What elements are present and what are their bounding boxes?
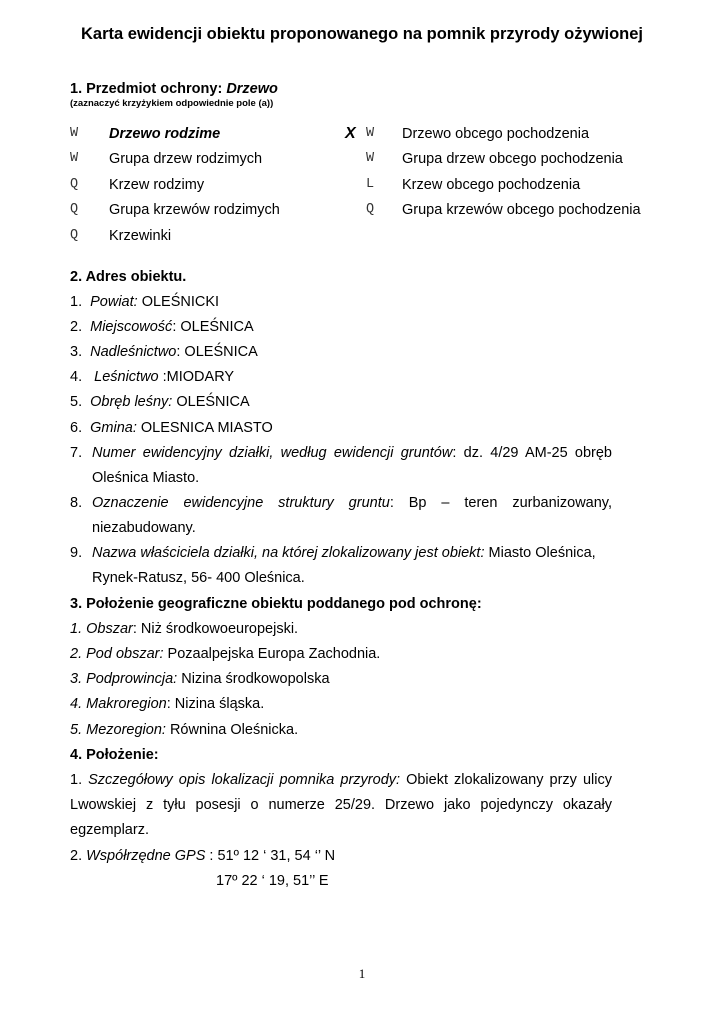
option-label: Grupa krzewów rodzimych: [109, 202, 280, 218]
section4-heading: 4. Położenie:: [70, 747, 159, 763]
item-label: 4. Makroregion: [70, 696, 167, 712]
item-label: Numer ewidencyjny działki, według ewidencji gruntów: [92, 445, 453, 461]
item-label: Współrzędne GPS: [86, 848, 206, 864]
option-marker[interactable]: W: [70, 126, 79, 141]
item-continuation: Rynek-Ratusz, 56- 400 Oleśnica.: [92, 570, 305, 586]
location-desc-line1: [70, 772, 612, 788]
item-label: Nadleśnictwo: [90, 344, 177, 360]
option-marker[interactable]: W: [366, 151, 375, 166]
item-label: Gmina:: [90, 420, 137, 436]
option-marker[interactable]: Q: [70, 177, 79, 192]
address-item: [70, 344, 258, 360]
item-number: 7.: [70, 445, 83, 461]
item-value: :MIODARY: [158, 369, 235, 385]
item-value: OLEŚNICA: [172, 394, 250, 410]
item-value: : dz. 4/29 AM-25 obręb: [452, 445, 613, 461]
item-value: OLESNICA MIASTO: [136, 420, 273, 436]
option-marker[interactable]: L: [366, 177, 375, 192]
item-number: 9.: [70, 545, 83, 561]
section1-heading: [70, 81, 278, 97]
page-number: 1: [358, 966, 366, 981]
location-desc-line3: egzemplarz.: [70, 822, 149, 838]
item-label: 2. Pod obszar:: [70, 646, 164, 662]
option-marker[interactable]: Q: [70, 202, 79, 217]
section3-heading: 3. Położenie geograficzne obiektu poddanego pod ochronę:: [70, 596, 482, 612]
option-label: Grupa krzewów obcego pochodzenia: [402, 202, 641, 218]
item-label: 1. Obszar: [70, 621, 133, 637]
item-number: 2.: [70, 319, 83, 335]
geo-item: [70, 621, 298, 637]
address-item: [70, 420, 273, 436]
option-label: Drzewo obcego pochodzenia: [402, 126, 590, 142]
gps-latitude: : 51º 12 ‘ 31, 54 ‘’ N: [205, 848, 336, 864]
item-continuation: Oleśnica Miasto.: [92, 470, 200, 486]
gps-coordinates: [70, 848, 335, 864]
option-label-drzewo-rodzime: Drzewo rodzime: [109, 126, 221, 142]
item-continuation: niezabudowany.: [92, 520, 196, 536]
item-number: 5.: [70, 394, 83, 410]
item-label: Powiat:: [90, 294, 138, 310]
item-number: 3.: [70, 344, 83, 360]
item-value: OLEŚNICKI: [137, 294, 220, 310]
item-number: 6.: [70, 420, 83, 436]
item-number: 4.: [70, 369, 83, 385]
item-label: Miejscowość: [90, 319, 173, 335]
section1-note: (zaznaczyć krzyżykiem odpowiednie pole (a)): [70, 98, 274, 109]
item-label: Leśnictwo: [94, 369, 159, 385]
section1-heading-value: Drzewo: [226, 81, 278, 97]
geo-item: [70, 671, 330, 687]
document-title: Karta ewidencji obiektu proponowanego na pomnik przyrody ożywionej: [81, 25, 643, 43]
address-item: [70, 319, 254, 335]
item-label: Oznaczenie ewidencyjne struktury gruntu: [92, 495, 390, 511]
item-number: 2.: [70, 848, 87, 864]
option-label: Grupa drzew rodzimych: [109, 151, 263, 167]
item-value: Nizina środkowopolska: [177, 671, 330, 687]
item-label: Szczegółowy opis lokalizacji pomnika przyrody:: [88, 772, 401, 788]
option-label: Krzewinki: [109, 228, 172, 244]
item-label: Obręb leśny:: [90, 394, 173, 410]
address-item-8-line1: [92, 495, 612, 511]
section1-heading-prefix: 1. Przedmiot ochrony:: [70, 81, 227, 97]
item-number: 8.: [70, 495, 83, 511]
geo-item: [70, 722, 298, 738]
address-item: [70, 369, 234, 385]
address-item: [70, 294, 219, 310]
geo-item: [70, 696, 264, 712]
item-label: 5. Mezoregion:: [70, 722, 166, 738]
item-value: : Nizina śląska.: [166, 696, 265, 712]
item-number: 1.: [70, 294, 83, 310]
option-label: Krzew obcego pochodzenia: [402, 177, 581, 193]
option-marker[interactable]: Q: [70, 228, 79, 243]
address-item-7-line1: [92, 445, 612, 461]
option-label: Krzew rodzimy: [109, 177, 205, 193]
address-item: [70, 394, 250, 410]
item-value: : Niż środkowoeuropejski.: [132, 621, 299, 637]
section2-heading: 2. Adres obiektu.: [70, 269, 187, 285]
item-value: : Bp – teren zurbanizowany,: [389, 495, 612, 511]
option-marker[interactable]: W: [70, 151, 79, 166]
item-value: Miasto Oleśnica,: [484, 545, 596, 561]
selected-x-mark: X: [345, 125, 356, 142]
item-value: Równina Oleśnicka.: [165, 722, 299, 738]
option-marker[interactable]: W: [366, 126, 375, 141]
location-desc-line2: Lwowskiej z tyłu posesji o numerze 25/29. Drzewo jako pojedynczy okazały: [70, 797, 612, 813]
geo-item: [70, 646, 380, 662]
item-label: Nazwa właściciela działki, na której zlokalizowany jest obiekt:: [92, 545, 485, 561]
item-label: 3. Podprowincja:: [70, 671, 178, 687]
item-value: Obiekt zlokalizowany przy ulicy: [400, 772, 612, 788]
item-value: Pozaalpejska Europa Zachodnia.: [163, 646, 381, 662]
item-value: : OLEŚNICA: [176, 344, 258, 360]
item-number: 1.: [70, 772, 89, 788]
option-marker[interactable]: Q: [366, 202, 375, 217]
address-item-9-line1: [92, 545, 596, 561]
gps-longitude: 17º 22 ‘ 19, 51’’ E: [216, 873, 329, 889]
item-value: : OLEŚNICA: [172, 319, 254, 335]
option-label: Grupa drzew obcego pochodzenia: [402, 151, 623, 167]
